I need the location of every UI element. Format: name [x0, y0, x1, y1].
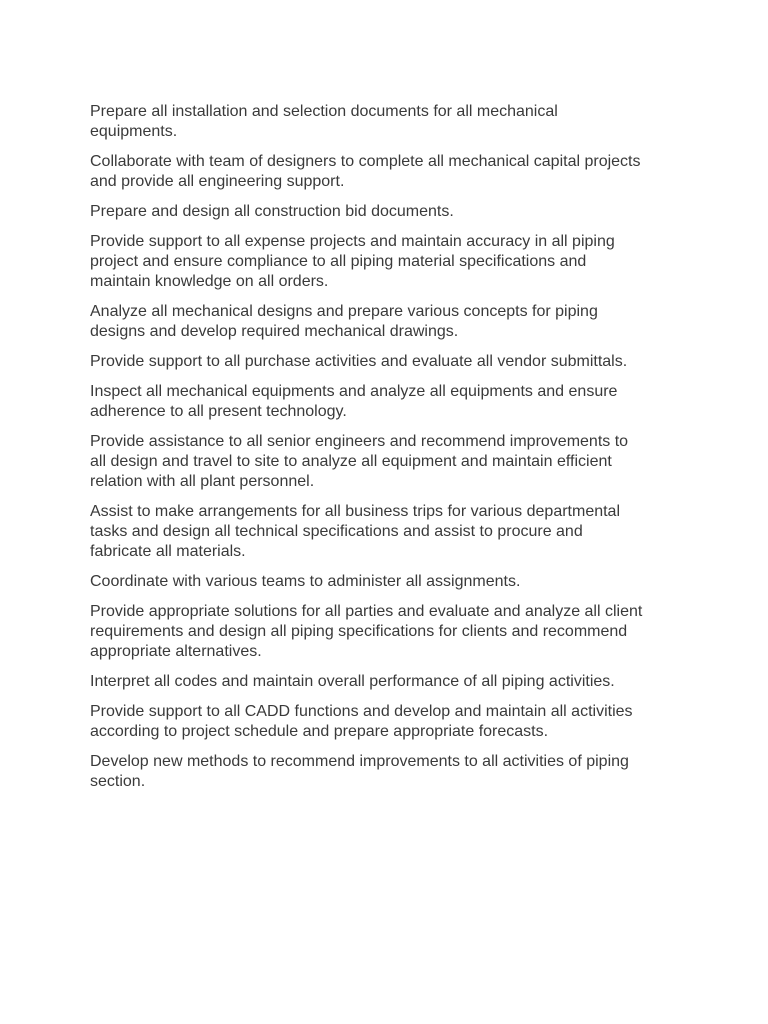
paragraph: Prepare and design all construction bid documents. — [90, 203, 454, 220]
paragraph: Provide support to all CADD functions and develop and maintain all activities according to project schedule and prepare appropriate forecasts. — [90, 703, 633, 740]
document-body — [90, 102, 690, 802]
paragraph: Analyze all mechanical designs and prepare various concepts for piping designs and develop required mechanical drawings. — [90, 303, 598, 340]
paragraph: Inspect all mechanical equipments and analyze all equipments and ensure adherence to all present technology. — [90, 383, 618, 420]
paragraph: Assist to make arrangements for all business trips for various departmental tasks and design all technical specifications and assist to procure and fabricate all materials. — [90, 503, 621, 560]
paragraph: Develop new methods to recommend improvements to all activities of piping section. — [90, 753, 629, 790]
paragraph: Interpret all codes and maintain overall performance of all piping activities. — [90, 673, 615, 690]
paragraph: Provide support to all expense projects and maintain accuracy in all piping project and ensure compliance to all piping material specifications and maintain knowledge on all orders. — [90, 233, 615, 290]
paragraph: Coordinate with various teams to administer all assignments. — [90, 573, 521, 590]
paragraph: Provide support to all purchase activities and evaluate all vendor submittals. — [90, 353, 628, 370]
paragraph: Provide appropriate solutions for all parties and evaluate and analyze all client requirements and design all piping specifications for clients and recommend appropriate alternatives. — [90, 603, 643, 660]
paragraph: Provide assistance to all senior engineers and recommend improvements to all design and travel to site to analyze all equipment and maintain efficient relation with all plant personnel. — [90, 433, 629, 490]
paragraph: Prepare all installation and selection documents for all mechanical equipments. — [90, 103, 558, 140]
paragraph: Collaborate with team of designers to complete all mechanical capital projects and provide all engineering support. — [90, 153, 641, 190]
